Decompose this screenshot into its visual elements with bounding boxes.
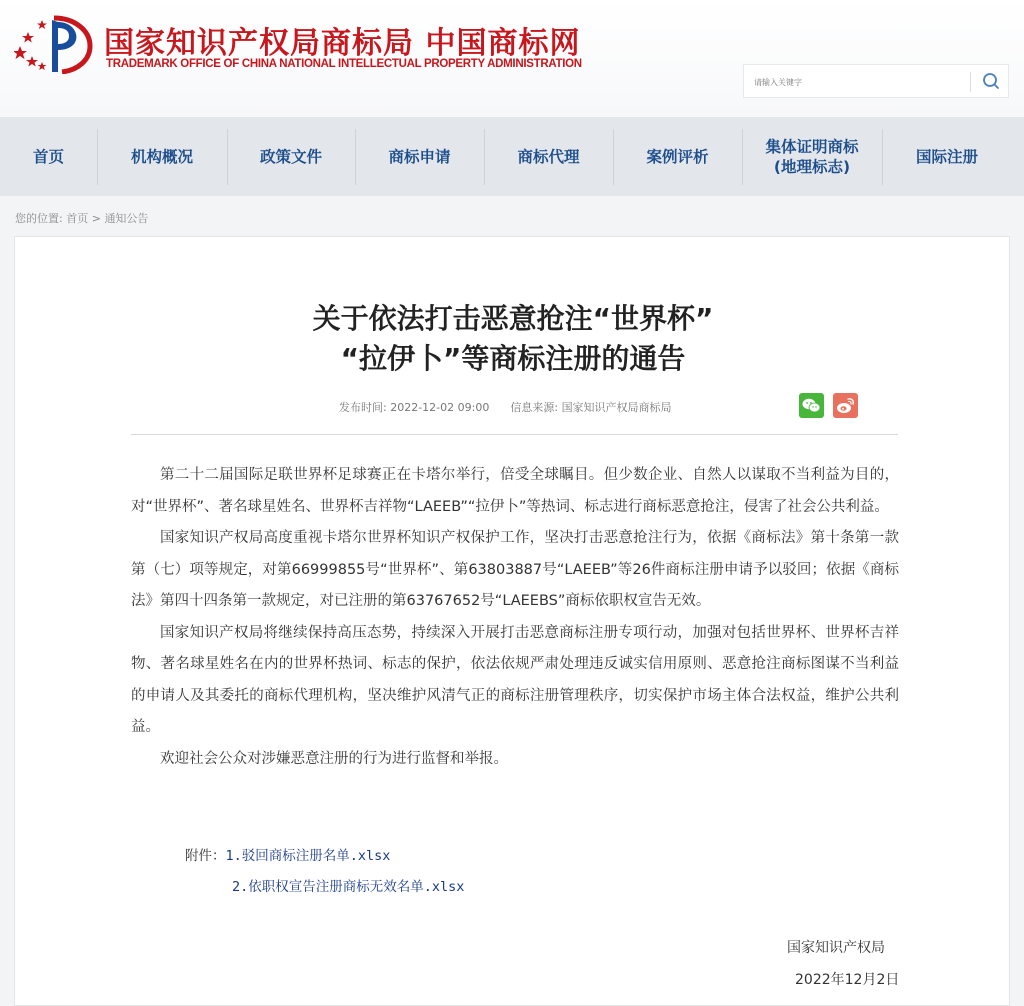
article-panel <box>14 236 1010 1006</box>
attachments-label: 附件： <box>185 848 226 864</box>
search-box <box>743 64 1009 98</box>
nav-item-policy[interactable]: 政策文件 <box>227 117 355 196</box>
article-paragraph: 国家知识产权局将继续保持高压态势，持续深入开展打击恶意商标注册专项行动，加强对包括世界杯、世界杯吉祥物、著名球星姓名在内的世界杯热词、标志的保护，依法依规严肃处理违反诚实信用原则、恶意抢注商标图谋不当利益的申请人及其委托的商标代理机构，坚决维护风清气正的商标注册管理秩序，切实保护市场主体合法权益，维护公共利益。 <box>131 624 899 735</box>
nav-item-cases[interactable]: 案例评析 <box>613 117 742 196</box>
cnipa-logo-icon[interactable] <box>14 14 96 74</box>
article-title <box>15 299 1011 379</box>
wechat-icon <box>799 393 824 418</box>
site-header <box>0 0 1024 117</box>
breadcrumb-home-link[interactable]: 首页 <box>66 212 89 225</box>
nav-item-application[interactable]: 商标申请 <box>355 117 484 196</box>
search-button[interactable] <box>976 67 1006 95</box>
source-label: 信息来源: <box>510 401 559 414</box>
article-meta <box>339 399 672 415</box>
attachment-link-2[interactable]: 2.依职权宣告注册商标无效名单.xlsx <box>232 879 465 895</box>
site-title[interactable]: 国家知识产权局商标局 中国商标网 <box>104 26 581 61</box>
share-wechat-button[interactable] <box>799 393 824 418</box>
site-subtitle: TRADEMARK OFFICE OF CHINA NATIONAL INTELLECTUAL PROPERTY ADMINISTRATION <box>106 58 582 70</box>
title-divider <box>131 434 898 435</box>
attachment-link-1[interactable]: 1.驳回商标注册名单.xlsx <box>225 848 391 864</box>
article-paragraph: 欢迎社会公众对涉嫌恶意注册的行为进行监督和举报。 <box>160 750 508 767</box>
breadcrumb <box>15 210 148 226</box>
breadcrumb-separator: > <box>91 212 101 225</box>
weibo-icon <box>833 393 858 418</box>
attachments <box>185 841 464 903</box>
article-body <box>131 460 899 775</box>
nav-item-agency[interactable]: 商标代理 <box>484 117 613 196</box>
article-title-line2: “拉伊卜”等商标注册的通告 <box>340 342 686 375</box>
nav-item-collective-marks[interactable]: 集体证明商标 (地理标志) <box>742 117 882 196</box>
publish-time: 2022-12-02 09:00 <box>390 401 490 414</box>
publish-time-label: 发布时间: <box>339 401 387 414</box>
nav-item-about[interactable]: 机构概况 <box>97 117 227 196</box>
signature-date: 2022年12月2日 <box>795 972 900 988</box>
main-nav <box>0 117 1024 196</box>
source: 国家知识产权局商标局 <box>561 401 672 414</box>
article-paragraph: 第二十二届国际足联世界杯足球赛正在卡塔尔举行，倍受全球瞩目。但少数企业、自然人以谋取不当利益为目的，对“世界杯”、著名球星姓名、世界杯吉祥物“LAEEB”“拉伊卜”等热词、标志进行商标恶意抢注，侵害了社会公共利益。 <box>131 467 899 515</box>
search-divider <box>970 72 971 92</box>
signature-org: 国家知识产权局 <box>787 940 885 956</box>
search-icon <box>976 67 1006 95</box>
breadcrumb-current-link[interactable]: 通知公告 <box>104 212 149 225</box>
search-input[interactable] <box>752 71 966 93</box>
article-paragraph: 国家知识产权局高度重视卡塔尔世界杯知识产权保护工作，坚决打击恶意抢注行为，依据《商标法》第十条第一款第（七）项等规定，对第66999855号“世界杯”、第63803887号“LAEEB”等26件商标注册申请予以驳回；依据《商标法》第四十四条第一款规定，对已注册的第63767652号“LAEEBS”商标依职权宣告无效。 <box>131 530 899 609</box>
nav-item-international[interactable]: 国际注册 <box>882 117 1012 196</box>
nav-item-home[interactable]: 首页 <box>32 147 64 166</box>
article-title-line1: 关于依法打击恶意抢注“世界杯” <box>312 302 714 335</box>
share-weibo-button[interactable] <box>833 393 858 418</box>
breadcrumb-prefix: 您的位置: <box>15 212 63 225</box>
